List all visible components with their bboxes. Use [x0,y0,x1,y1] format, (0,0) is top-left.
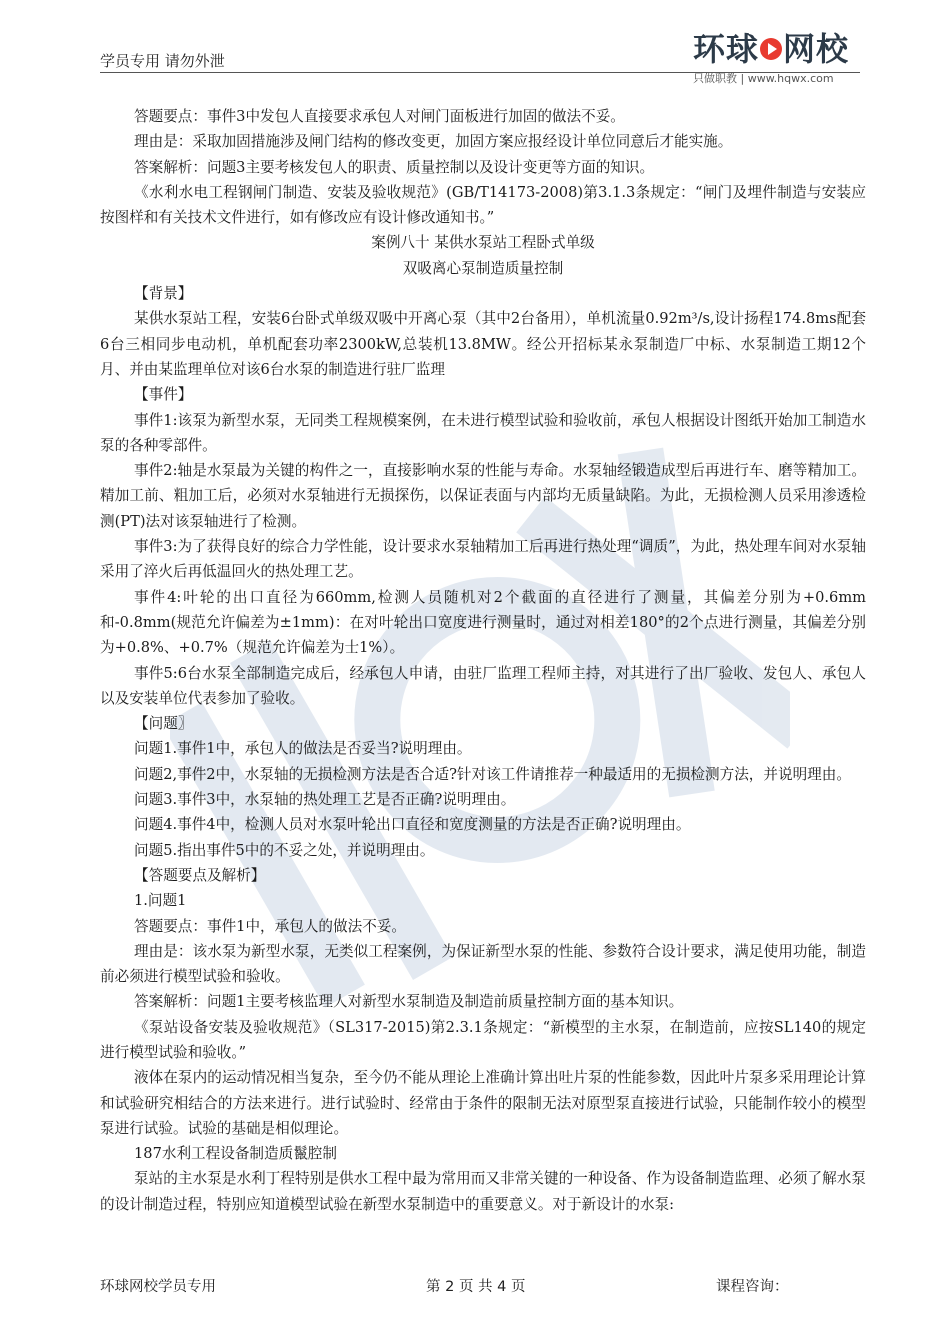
paragraph: 事件3:为了获得良好的综合力学性能，设计要求水泵轴精加工后再进行热处理“调质”，为此，热处理车间对水泵轴采用了淬火后再低温回火的热处理工艺。 [100,538,866,581]
question-item: 问题1.事件1中，承包人的做法是否妥当?说明理由。 [134,740,472,758]
section-heading: 【背景】 [134,285,193,303]
play-icon [760,38,782,60]
footer-left-label: 环球网校学员专用 [100,1279,216,1295]
section-heading: 【事件】 [134,386,193,404]
paragraph: 事件4:叶轮的出口直径为660mm,检测人员随机对2个截面的直径进行了测量，其偏差分别为+0.6mm和-0.8mm(规范允许偏差为±1mm)：在对叶轮出口宽度进行测量时，通过对相差180°的2个点进行测量，其偏差分别为+0.8%、+0.7%（规范允许偏差为士1%）。 [100,588,866,657]
paragraph: 答题要点：事件3中发包人直接要求承包人对闸门面板进行加固的做法不妥。 [134,108,625,125]
paragraph: 1.问题1 [134,892,187,910]
paragraph: 《水利水电工程钢闸门制造、安装及验收规范》(GB/T14173-2008)第3.1.3条规定：“闸门及埋件制造与安装应按图样和有关技术文件进行，如有修改应有设计修改通知书。” [100,183,866,227]
logo-text-a: 环球 [693,30,760,68]
paragraph: 理由是：采取加固措施涉及闸门结构的修改变更，加固方案应报经设计单位同意后才能实施。 [134,133,733,151]
paragraph: 理由是：该水泵为新型水泵，无类似工程案例，为保证新型水泵的性能、参数符合设计要求，满足使用功能，制造前必须进行模型试验和验收。 [100,942,866,986]
footer-consult-label: 课程咨询： [716,1279,789,1295]
paragraph: 答案解析：问题1主要考核监理人对新型水泵制造及制造前质量控制方面的基本知识。 [134,993,684,1011]
footer-page-number: 第 2 页 共 4 页 [426,1279,526,1295]
paragraph: 液体在泵内的运动情况相当复杂，至今仍不能从理论上准确计算出吐片泵的性能参数，因此叶片泵多采用理论计算和试验研究相结合的方法来进行。进行试验时、经常由于条件的限制无法对原型泵直接进行试验，只能制作较小的模型泵进行试验。试验的基础是相似理论。 [100,1069,866,1137]
paragraph: 事件1:该泵为新型水泵，无同类工程规模案例，在未进行模型试验和验收前，承包人根据设计图纸开始加工制造水泵的各种零部件。 [100,411,866,454]
document-body [100,104,866,1217]
case-title-line-1: 案例八十 某供水泵站工程卧式单级 [371,234,595,252]
question-item: 问题2,事件2中，水泵轴的无损检测方法是否合适?针对该工件请推荐一种最适用的无损检测方法，并说明理由。 [134,765,851,783]
paragraph: 答案解析：问题3主要考核发包人的职责、质量控制以及设计变更等方面的知识。 [134,158,655,176]
logo-text-b: 网校 [783,30,850,68]
question-item: 问题5.指出事件5中的不妥之处，并说明理由。 [134,841,435,859]
paragraph: 《泵站设备安装及验收规范》（SL317-2015)第2.3.1条规定：“新模型的主水泵，在制造前，应按SL140的规定进行模型试验和验收。” [100,1018,866,1061]
paragraph: 事件5:6台水泵全部制造完成后，经承包人申请，由驻厂监理工程师主持，对其进行了出厂验收、发包人、承包人以及安装单位代表参加了验收。 [100,664,866,707]
paragraph: 事件2:轴是水泵最为关键的构件之一，直接影响水泵的性能与寿命。水泵轴经锻造成型后再进行车、磨等精加工。精加工前、粗加工后，必须对水泵轴进行无损探伤，以保证表面与内部均无质量缺陷。为此，无损检测人员采用渗透检测(PT)法对该泵轴进行了检测。 [100,462,866,530]
paragraph: 答题要点：事件1中，承包人的做法不妥。 [134,917,406,935]
section-heading: 【答题要点及解析】 [134,866,266,884]
question-item: 问题4.事件4中，检测人员对水泵叶轮出口直径和宽度测量的方法是否正确?说明理由。 [134,816,691,834]
paragraph: 187水利工程设备制造质鬣腔制 [134,1145,337,1163]
section-heading: 【问题〗 [134,715,193,733]
logo-subtitle: 只做职教 | www.hqwx.com [693,72,834,85]
header-confidential-label: 学员专用 请勿外泄 [100,52,225,70]
site-logo [693,30,863,86]
case-title-line-2: 双吸离心泵制造质量控制 [402,259,564,277]
question-item: 问题3.事件3中，水泵轴的热处理工艺是否正确?说明理由。 [134,791,516,809]
paragraph: 某供水泵站工程，安装6台卧式单级双吸中开离心泵（其中2台备用），单机流量0.92m³/s,设计扬程174.8ms配套6台三相同步电动机，单机配套功率2300kW,总装机13.8MW。经公开招标某永泵制造厂中标、水泵制造工期12个月、并由某监理单位对该6台水泵的制造进行驻厂监理 [100,310,866,378]
paragraph: 泵站的主水泵是水利丁程特别是供水工程中最为常用而又非常关键的一种设备、作为设备制造监理、必须了解水泵的设计制造过程，特别应知道模型试验在新型水泵制造中的重要意义。对于新设计的水泵: [100,1170,866,1213]
